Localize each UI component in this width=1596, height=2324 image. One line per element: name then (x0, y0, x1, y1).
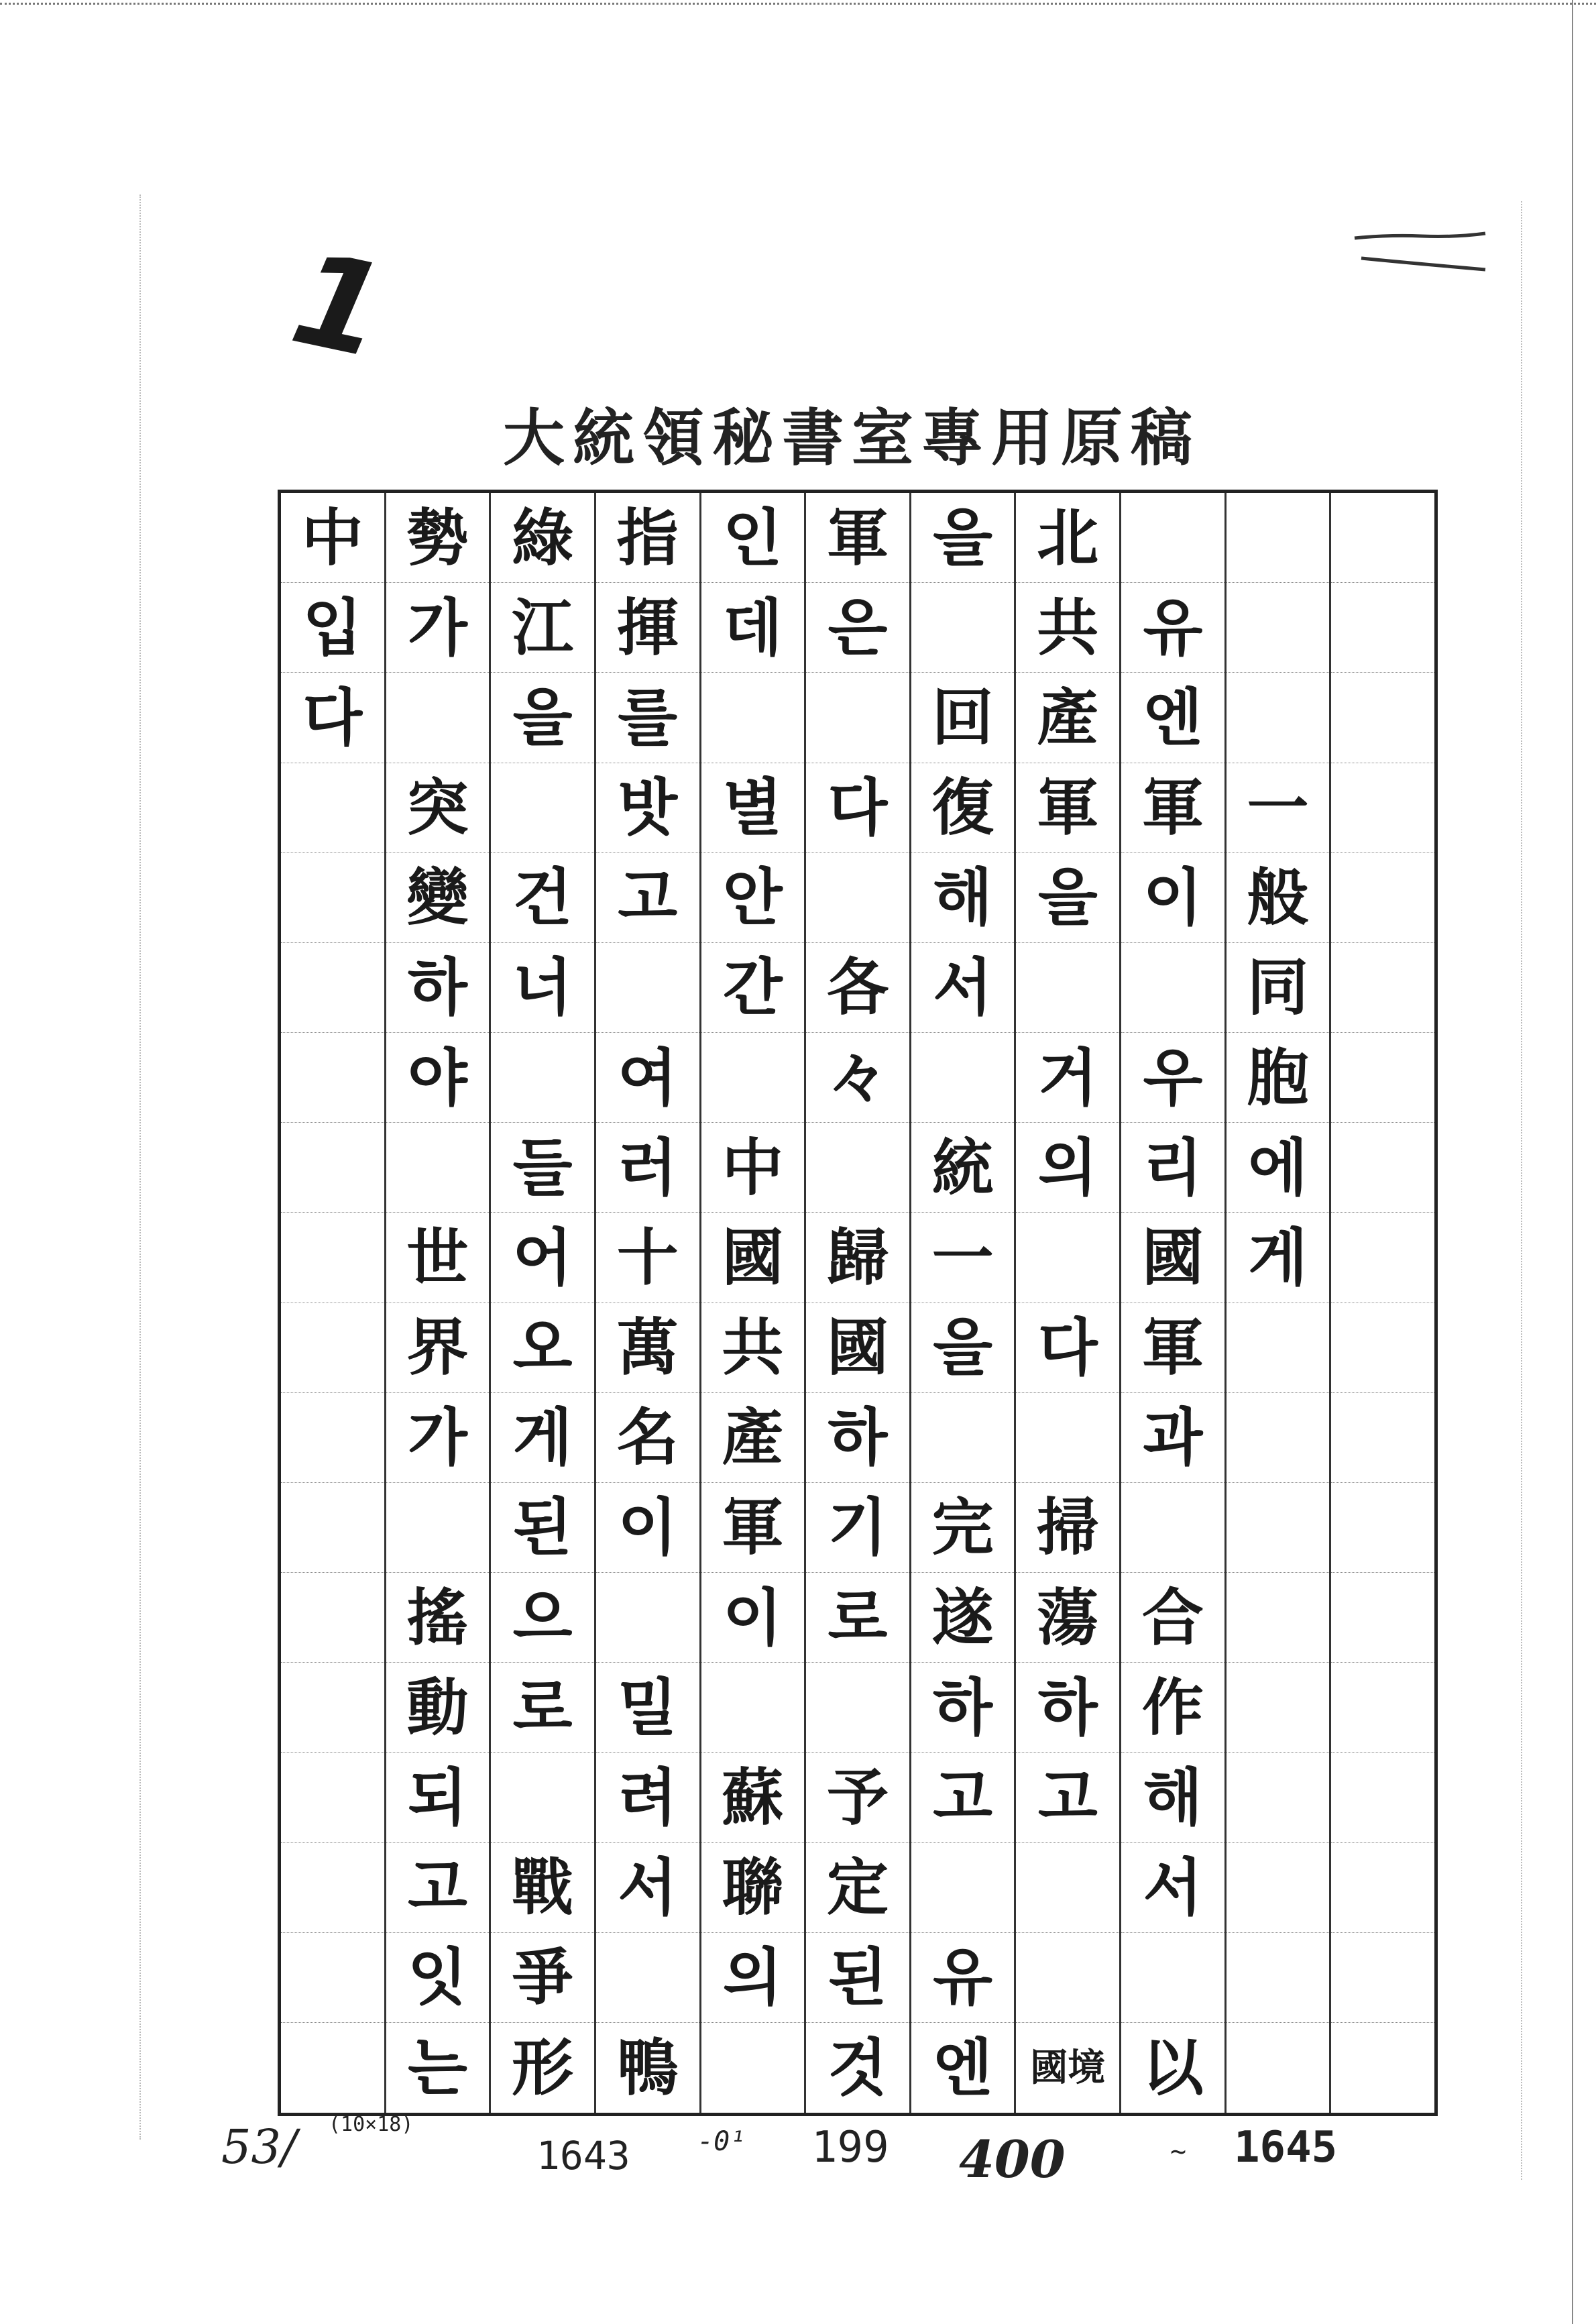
grid-cell: 이 (596, 1483, 699, 1573)
grid-cell: 엔 (933, 2031, 993, 2104)
grid-cell (1331, 1303, 1434, 1393)
grid-cell: 合 (1121, 1573, 1224, 1663)
grid-cell (1227, 1753, 1330, 1842)
grid-cell: 우 (1121, 1033, 1224, 1123)
grid-cell: 엔 (1121, 673, 1224, 763)
grid-cell (806, 853, 909, 943)
grid-cell (281, 1573, 384, 1663)
grid-cell: 突 (386, 763, 490, 853)
grid-cell (1016, 1393, 1119, 1483)
grid-cell (1227, 1483, 1330, 1573)
grid-cell (911, 1033, 1015, 1123)
footer (0, 2113, 1596, 2193)
grid-cell: 綠 (491, 493, 594, 583)
grid-cell (1227, 1303, 1330, 1393)
grid-cell: 입 (281, 583, 384, 673)
grid-cell: 잇 (386, 1933, 490, 2023)
grid-cell (1331, 1843, 1434, 1933)
grid-cell (1331, 943, 1434, 1033)
grid-cell (701, 1663, 805, 1753)
grid-cell (701, 673, 805, 763)
grid-cell (1227, 2023, 1330, 2113)
grid-cell: 鴨 (616, 2031, 679, 2104)
grid-cell: 同 (1227, 943, 1330, 1033)
grid-cell: 各 (806, 943, 909, 1033)
grid-cell: 별 (701, 763, 805, 853)
grid-cell (1016, 1933, 1119, 2023)
grid-column (804, 493, 909, 2113)
grid-cell: 定 (806, 1843, 909, 1933)
grid-cell: 데 (701, 583, 805, 673)
grid-cell: 거 (1016, 1033, 1119, 1123)
grid-cell (1227, 1843, 1330, 1933)
grid-cell (281, 1033, 384, 1123)
grid-cell: 爭 (491, 1933, 594, 2023)
grid-cell (1331, 1483, 1434, 1573)
grid-cell: 中 (701, 1123, 805, 1213)
grid-cell: 하 (386, 943, 490, 1033)
grid-cell: 고 (386, 1843, 490, 1933)
grid-cell: 搖 (386, 1573, 490, 1663)
grid-cell: 으 (491, 1573, 594, 1663)
grid-cell (1331, 1753, 1434, 1842)
grid-cell (1121, 943, 1224, 1033)
grid-cell (1016, 1213, 1119, 1303)
grid-cell: 般 (1227, 853, 1330, 943)
grid-cell (701, 2023, 805, 2113)
grid-cell: 中 (281, 493, 384, 583)
manuscript-paper-title: 大統領秘書室專用原稿 (502, 402, 1200, 474)
grid-cell: 서 (911, 943, 1015, 1033)
grid-column (1329, 493, 1434, 2113)
grid-cell: 들 (491, 1123, 594, 1213)
grid-cell: 軍 (1121, 1303, 1224, 1393)
grid-cell: 萬 (596, 1303, 699, 1393)
grid-cell (1331, 1933, 1434, 2023)
grid-cell (491, 763, 594, 853)
grid-column (594, 493, 699, 2113)
scan-edge-right (1572, 0, 1573, 2324)
grid-cell: 려 (596, 1753, 699, 1842)
grid-cell: 軍 (1016, 763, 1119, 853)
grid-cell: 世 (386, 1213, 490, 1303)
grid-cell (1227, 1573, 1330, 1663)
grid-cell: 이 (1121, 853, 1224, 943)
grid-cell (1331, 673, 1434, 763)
grid-cell: 다 (1016, 1303, 1119, 1393)
grid-cell (1227, 1393, 1330, 1483)
grid-cell: 戰 (491, 1843, 594, 1933)
grid-cell: 된 (806, 1933, 909, 2023)
grid-cell (596, 943, 699, 1033)
grid-cell: 된 (491, 1483, 594, 1573)
grid-cell: 오 (491, 1303, 594, 1393)
grid-cell: 變 (386, 853, 490, 943)
grid-cell: 하 (1016, 1663, 1119, 1753)
grid-cell (491, 1753, 594, 1842)
grid-cell: 一 (911, 1213, 1015, 1303)
grid-cell: 以 (1141, 2031, 1204, 2104)
grid-cell (281, 1663, 384, 1753)
grid-cell: 게 (491, 1393, 594, 1483)
grid-cell: 하 (911, 1663, 1015, 1753)
grid-cell: 統 (911, 1123, 1015, 1213)
grid-cell: 을 (491, 673, 594, 763)
grid-cell (1331, 853, 1434, 943)
grid-cell: 國境 (1030, 2045, 1106, 2090)
grid-cell: 에 (1227, 1123, 1330, 1213)
grid-cell: 기 (806, 1483, 909, 1573)
scan-edge-top (0, 3, 1596, 7)
grid-cell: 어 (491, 1213, 594, 1303)
grid-cell: 로 (806, 1573, 909, 1663)
grid-cell: 動 (386, 1663, 490, 1753)
grid-cell (1331, 2023, 1434, 2113)
grid-cell (1227, 1663, 1330, 1753)
footer-number-1: 1643 (536, 2133, 630, 2178)
grid-column (1119, 493, 1224, 2113)
grid-cell: 고 (1016, 1753, 1119, 1842)
grid-cell (1227, 673, 1330, 763)
grid-cell (281, 2023, 384, 2113)
grid-cell: 밧 (596, 763, 699, 853)
grid-cell: 을 (911, 493, 1015, 583)
grid-cell (596, 1573, 699, 1663)
footer-number-2: -0¹ (697, 2126, 746, 2157)
grid-cell: 과 (1121, 1393, 1224, 1483)
grid-cell: 作 (1121, 1663, 1224, 1753)
grid-cell: 야 (386, 1033, 490, 1123)
grid-cell: 고 (596, 853, 699, 943)
grid-cell: 리 (1121, 1123, 1224, 1213)
grid-cell: 回 (911, 673, 1015, 763)
grid-column (699, 493, 805, 2113)
grid-cell (806, 1123, 909, 1213)
grid-cell (281, 763, 384, 853)
grid-cell (281, 943, 384, 1033)
grid-column (1224, 493, 1330, 2113)
grid-cell (1227, 493, 1330, 583)
grid-cell: 해 (1121, 1753, 1224, 1842)
grid-cell (1331, 1393, 1434, 1483)
grid-cell (281, 1213, 384, 1303)
grid-cell: 十 (596, 1213, 699, 1303)
grid-cell (281, 1933, 384, 2023)
grid-cell (1121, 1933, 1224, 2023)
grid-cell (281, 1483, 384, 1573)
scan-edge-inner (1521, 201, 1523, 2180)
grid-cell: 유 (1121, 583, 1224, 673)
grid-cell: 指 (596, 493, 699, 583)
grid-column (489, 493, 594, 2113)
grid-cell: 되 (386, 1753, 490, 1842)
grid-cell: 여 (596, 1033, 699, 1123)
footer-sheet-size: (10×18) (329, 2113, 414, 2136)
grid-cell (1331, 493, 1434, 583)
footer-number-4: 400 (959, 2129, 1066, 2189)
grid-cell: 는 (407, 2031, 467, 2104)
grid-cell (701, 1033, 805, 1123)
footer-number-6: 1645 (1234, 2123, 1338, 2172)
grid-cell (596, 1933, 699, 2023)
grid-cell: 國 (1121, 1213, 1224, 1303)
grid-cell (1016, 1843, 1119, 1933)
grid-cell: 蘇 (701, 1753, 805, 1842)
grid-cell (281, 1303, 384, 1393)
grid-cell (1331, 1573, 1434, 1663)
grid-cell: 產 (1016, 673, 1119, 763)
grid-cell: 고 (911, 1753, 1015, 1842)
grid-cell: 揮 (596, 583, 699, 673)
grid-cell: 產 (701, 1393, 805, 1483)
grid-cell: 의 (1016, 1123, 1119, 1213)
grid-column (909, 493, 1015, 2113)
handwritten-page-number: 1 (280, 223, 398, 388)
grid-cell (281, 1123, 384, 1213)
grid-cell (806, 673, 909, 763)
grid-cell (1331, 583, 1434, 673)
grid-column (281, 493, 384, 2113)
grid-cell: 勢 (386, 493, 490, 583)
grid-cell (806, 1663, 909, 1753)
grid-cell: 을 (1016, 853, 1119, 943)
grid-cell (281, 1393, 384, 1483)
grid-column (384, 493, 490, 2113)
footer-number-3: 199 (811, 2123, 889, 2172)
scan-edge-left (139, 195, 141, 2140)
grid-cell: 國 (806, 1303, 909, 1393)
grid-cell (386, 1123, 490, 1213)
grid-cell: 軍 (701, 1483, 805, 1573)
grid-cell: 해 (911, 853, 1015, 943)
grid-cell: 完 (911, 1483, 1015, 1573)
grid-cell (1121, 1483, 1224, 1573)
grid-cell: 너 (491, 943, 594, 1033)
grid-column (1014, 493, 1119, 2113)
grid-cell (1227, 1933, 1330, 2023)
grid-cell: 로 (491, 1663, 594, 1753)
grid-cell: 이 (701, 1573, 805, 1663)
grid-cell (1331, 1033, 1434, 1123)
grid-cell: 가 (386, 1393, 490, 1483)
grid-cell: 를 (596, 673, 699, 763)
grid-cell (911, 1843, 1015, 1933)
grid-cell: 復 (911, 763, 1015, 853)
grid-cell: 歸 (806, 1213, 909, 1303)
grid-cell: 一 (1227, 763, 1330, 853)
grid-cell: 것 (828, 2031, 888, 2104)
grid-cell: 게 (1227, 1213, 1330, 1303)
grid-cell: 界 (386, 1303, 490, 1393)
grid-cell: 안 (701, 853, 805, 943)
grid-cell: 러 (596, 1123, 699, 1213)
grid-cell: 名 (596, 1393, 699, 1483)
corner-pen-stroke (1348, 221, 1492, 275)
grid-cell: 蕩 (1016, 1573, 1119, 1663)
grid-cell: 掃 (1016, 1483, 1119, 1573)
grid-cell: 形 (512, 2031, 574, 2104)
grid-cell (281, 1753, 384, 1842)
grid-cell: 共 (701, 1303, 805, 1393)
footer-number-5: ~ (1170, 2136, 1187, 2167)
grid-cell: 다 (281, 673, 384, 763)
grid-cell (1331, 1123, 1434, 1213)
footer-left-mark: 53/ (221, 2119, 297, 2174)
grid-cell: 軍 (1121, 763, 1224, 853)
grid-cell: 인 (701, 493, 805, 583)
grid-cell: 밀 (596, 1663, 699, 1753)
grid-cell: 건 (491, 853, 594, 943)
grid-cell (911, 583, 1015, 673)
grid-cell: 서 (596, 1843, 699, 1933)
grid-cell (281, 853, 384, 943)
grid-cell: 유 (911, 1933, 1015, 2023)
grid-cell: 가 (386, 583, 490, 673)
grid-cell: 聯 (701, 1843, 805, 1933)
grid-cell (281, 1843, 384, 1933)
grid-cell: 서 (1121, 1843, 1224, 1933)
manuscript-grid (278, 490, 1438, 2116)
grid-cell: 의 (701, 1933, 805, 2023)
grid-cell (491, 1033, 594, 1123)
grid-cell (1121, 493, 1224, 583)
grid-cell (1331, 1663, 1434, 1753)
grid-cell: 을 (911, 1303, 1015, 1393)
grid-cell: 은 (806, 583, 909, 673)
grid-cell: 予 (806, 1753, 909, 1842)
grid-cell: 胞 (1227, 1033, 1330, 1123)
grid-cell: 北 (1016, 493, 1119, 583)
grid-cell: 國 (701, 1213, 805, 1303)
grid-cell: 하 (806, 1393, 909, 1483)
grid-cell (1331, 763, 1434, 853)
grid-cell (1227, 583, 1330, 673)
grid-cell: 々 (806, 1033, 909, 1123)
grid-cell: 江 (491, 583, 594, 673)
grid-cell (1016, 943, 1119, 1033)
grid-cell (386, 1483, 490, 1573)
grid-cell: 軍 (806, 493, 909, 583)
grid-cell (1331, 1213, 1434, 1303)
grid-cell: 간 (701, 943, 805, 1033)
grid-cell: 共 (1016, 583, 1119, 673)
grid-cell (386, 673, 490, 763)
grid-cell (911, 1393, 1015, 1483)
grid-cell: 遂 (911, 1573, 1015, 1663)
grid-cell: 다 (806, 763, 909, 853)
